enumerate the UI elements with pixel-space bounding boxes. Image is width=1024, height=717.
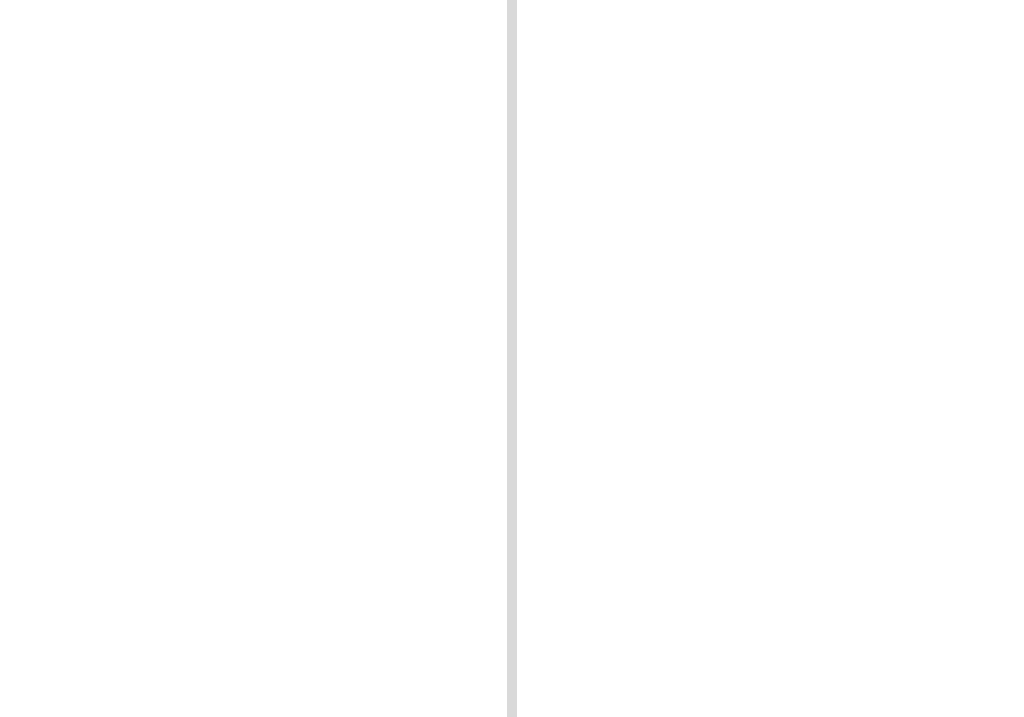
document-page-left: [0, 0, 507, 717]
page-gap: [507, 0, 517, 717]
document-page-right: [517, 0, 1024, 717]
